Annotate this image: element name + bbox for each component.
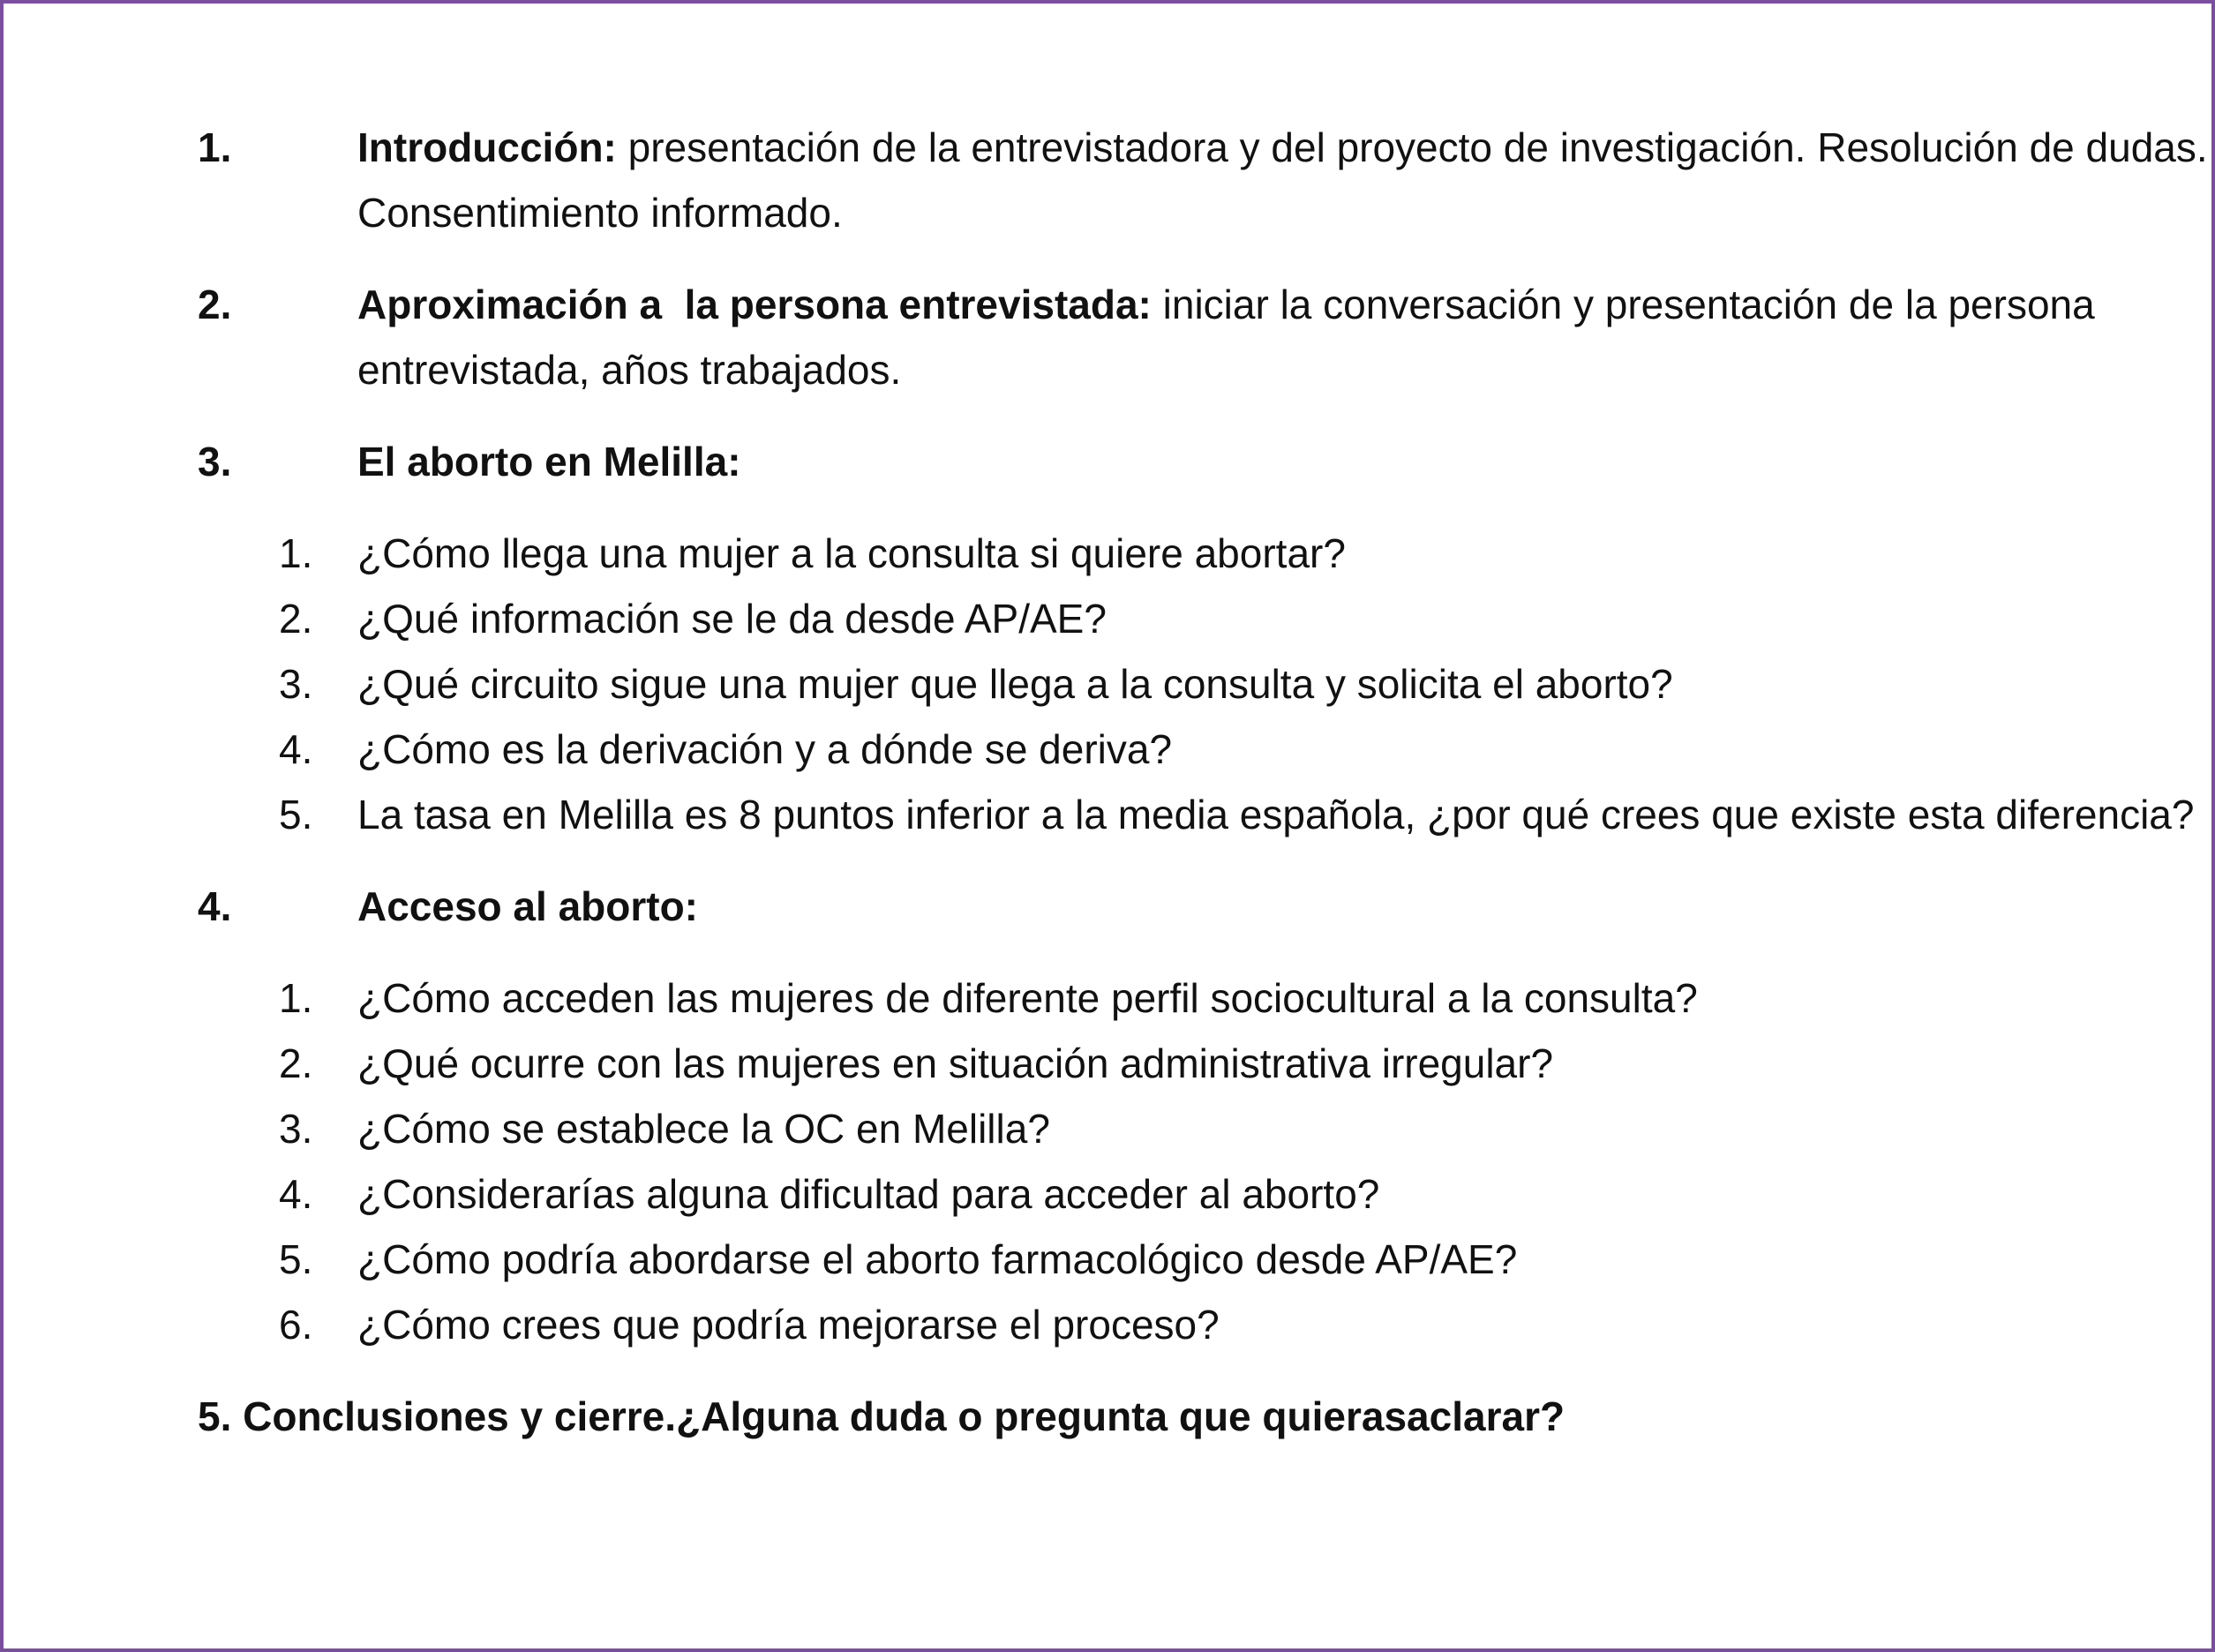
section-text: presentación de la entrevistadora y del proyecto de investigación. Resolución de dudas. Consentimiento informado. bbox=[357, 124, 2208, 236]
section-introduction bbox=[198, 115, 2215, 245]
item-text: ¿Qué circuito sigue una mujer que llega a la consulta y solicita el aborto? bbox=[357, 661, 1673, 707]
list-item bbox=[198, 965, 2215, 1031]
closing-line: 5. Conclusiones y cierre.¿Alguna duda o pregunta que quierasaclarar? bbox=[198, 1393, 1566, 1439]
item-number: 3. bbox=[279, 661, 313, 707]
item-text: ¿Cómo acceden las mujeres de diferente perfil sociocultural a la consulta? bbox=[357, 975, 1698, 1021]
section-heading: Introducción: bbox=[357, 124, 617, 170]
section-body bbox=[357, 272, 2215, 402]
item-number: 5. bbox=[279, 792, 313, 837]
question-list-access bbox=[198, 965, 2215, 1357]
list-item bbox=[198, 1227, 2215, 1292]
item-text: ¿Cómo se establece la OC en Melilla? bbox=[357, 1106, 1050, 1152]
section-number: 1. bbox=[198, 124, 232, 170]
item-text: ¿Cómo podría abordarse el aborto farmacológico desde AP/AE? bbox=[357, 1236, 1518, 1282]
item-text: ¿Cómo crees que podría mejorarse el proceso? bbox=[357, 1302, 1220, 1348]
item-number: 2. bbox=[279, 596, 313, 642]
list-item bbox=[198, 651, 2215, 717]
section-body bbox=[357, 115, 2215, 245]
item-number: 3. bbox=[279, 1106, 313, 1152]
section-body bbox=[357, 429, 2215, 494]
section-heading: El aborto en Melilla: bbox=[357, 439, 741, 484]
section-number: 3. bbox=[198, 439, 232, 484]
item-number: 6. bbox=[279, 1302, 313, 1348]
item-text: ¿Qué información se le da desde AP/AE? bbox=[357, 596, 1107, 642]
question-list-melilla bbox=[198, 521, 2215, 847]
section-abortion-melilla bbox=[198, 429, 2215, 494]
item-number: 4. bbox=[279, 726, 313, 772]
section-approach bbox=[198, 272, 2215, 402]
item-number: 1. bbox=[279, 975, 313, 1021]
item-number: 5. bbox=[279, 1236, 313, 1282]
section-access bbox=[198, 874, 2215, 939]
list-item bbox=[198, 717, 2215, 782]
section-heading: Acceso al aborto: bbox=[357, 883, 698, 929]
item-text: ¿Cómo es la derivación y a dónde se deriva? bbox=[357, 726, 1173, 772]
item-text: La tasa en Melilla es 8 puntos inferior a la media española, ¿por qué crees que existe esta diferencia? bbox=[357, 792, 2195, 837]
item-number: 1. bbox=[279, 530, 313, 576]
list-item bbox=[198, 1161, 2215, 1227]
list-item bbox=[198, 586, 2215, 651]
list-item bbox=[198, 1292, 2215, 1357]
list-item bbox=[198, 1096, 2215, 1161]
section-number: 2. bbox=[198, 282, 232, 327]
item-text: ¿Qué ocurre con las mujeres en situación administrativa irregular? bbox=[357, 1040, 1554, 1086]
list-item bbox=[198, 782, 2215, 847]
section-heading: Aproximación a la persona entrevistada: bbox=[357, 282, 1152, 327]
item-number: 2. bbox=[279, 1040, 313, 1086]
interview-guide bbox=[198, 115, 2215, 1449]
item-text: ¿Considerarías alguna dificultad para acceder al aborto? bbox=[357, 1171, 1380, 1217]
section-body bbox=[357, 874, 2215, 939]
section-text: iniciar la conversación y presentación de la persona entrevistada, años trabajados. bbox=[357, 282, 2095, 393]
item-number: 4. bbox=[279, 1171, 313, 1217]
list-item bbox=[198, 521, 2215, 586]
section-number: 4. bbox=[198, 883, 232, 929]
list-item bbox=[198, 1031, 2215, 1096]
item-text: ¿Cómo llega una mujer a la consulta si quiere abortar? bbox=[357, 530, 1346, 576]
